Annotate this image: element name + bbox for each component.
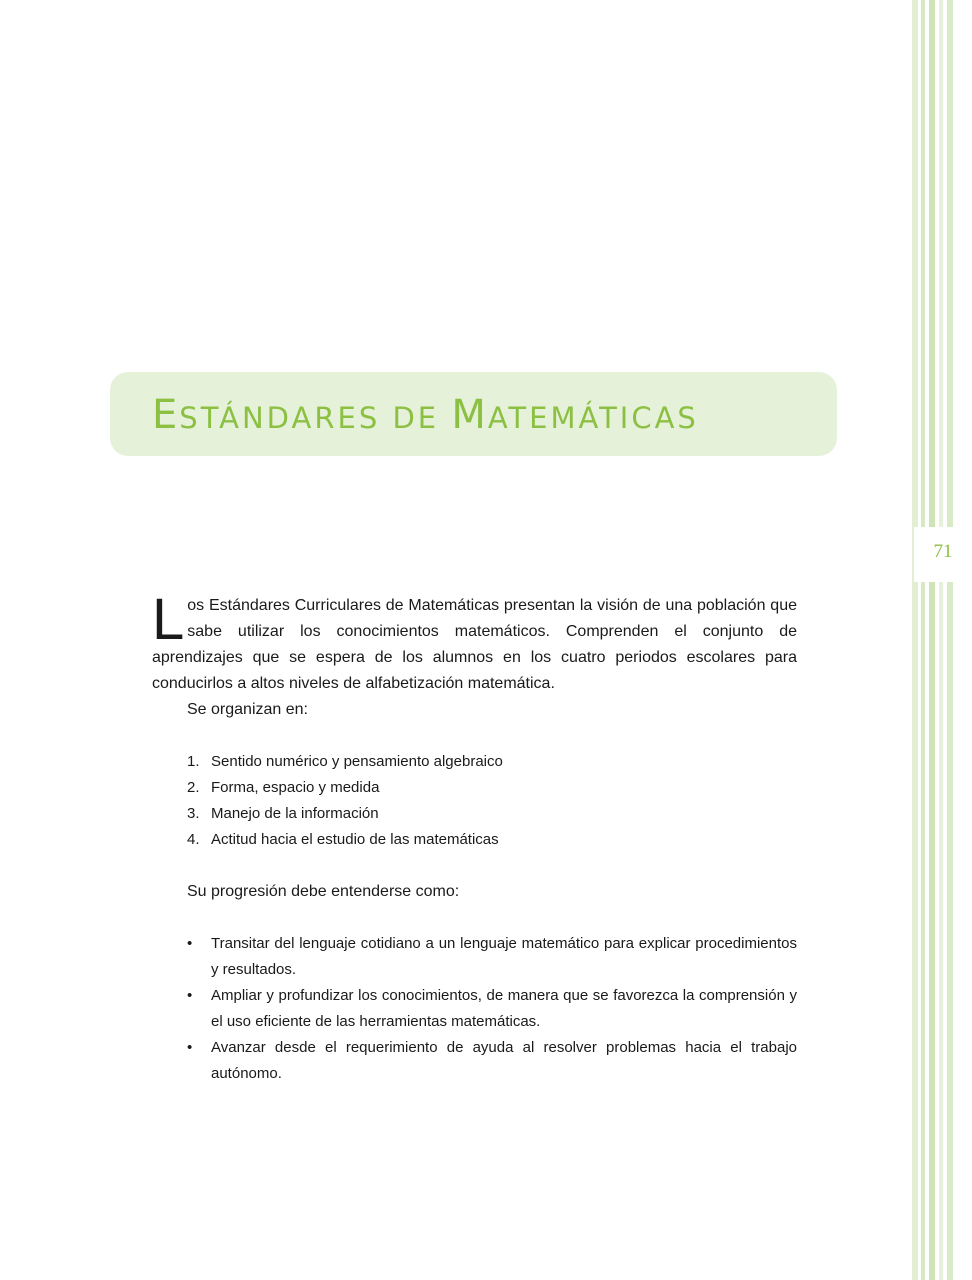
bullet-icon: • — [187, 935, 193, 952]
list-item: 2. Forma, espacio y medida — [187, 779, 380, 796]
list-item: • Ampliar y profundizar los conocimientos, de manera que se favorezca la comprensión y el uso eficiente de las herramientas matemáticas. — [187, 983, 797, 1035]
title-cap: E — [152, 392, 180, 438]
decorative-stripes — [912, 0, 972, 1280]
list-item: 4. Actitud hacia el estudio de las matemáticas — [187, 831, 499, 848]
title-rest: ATEMÁTICAS — [487, 401, 699, 435]
stripe — [921, 0, 925, 1280]
stripe — [947, 0, 953, 1280]
list-item: 1. Sentido numérico y pensamiento algebraico — [187, 753, 503, 770]
intro-paragraph — [152, 587, 797, 697]
page-title — [152, 392, 699, 438]
intro-text: os Estándares Curriculares de Matemáticas presentan la visión de una población que sabe utilizar los conocimientos matemáticos. Comprenden el conjunto de aprendizajes que se espera de los alumnos en los cuatro periodos escolares para conducirlos a altos niveles de alfabetización matemática. — [152, 597, 797, 692]
stripe — [957, 0, 972, 1280]
organize-label: Se organizan en: — [187, 701, 308, 718]
list-item: • Transitar del lenguaje cotidiano a un lenguaje matemático para explicar procedimientos y resultados. — [187, 931, 797, 983]
stripe — [912, 0, 918, 1280]
body-content — [152, 587, 797, 1087]
list-item: 3. Manejo de la información — [187, 805, 379, 822]
progression-list — [152, 931, 797, 1087]
title-rest: STÁNDARES DE — [179, 401, 452, 435]
organize-list — [152, 749, 797, 853]
list-item: • Avanzar desde el requerimiento de ayuda al resolver problemas hacia el trabajo autónomo. — [187, 1035, 797, 1087]
page-number: 71 — [933, 541, 953, 562]
bullet-icon: • — [187, 987, 193, 1004]
title-cap: M — [451, 392, 488, 438]
stripe — [929, 0, 935, 1280]
bullet-icon: • — [187, 1039, 193, 1056]
drop-cap: L — [152, 587, 185, 652]
page-number-box — [914, 527, 972, 582]
progression-label: Su progresión debe entenderse como: — [187, 883, 460, 900]
title-band — [110, 372, 837, 456]
stripe — [939, 0, 943, 1280]
